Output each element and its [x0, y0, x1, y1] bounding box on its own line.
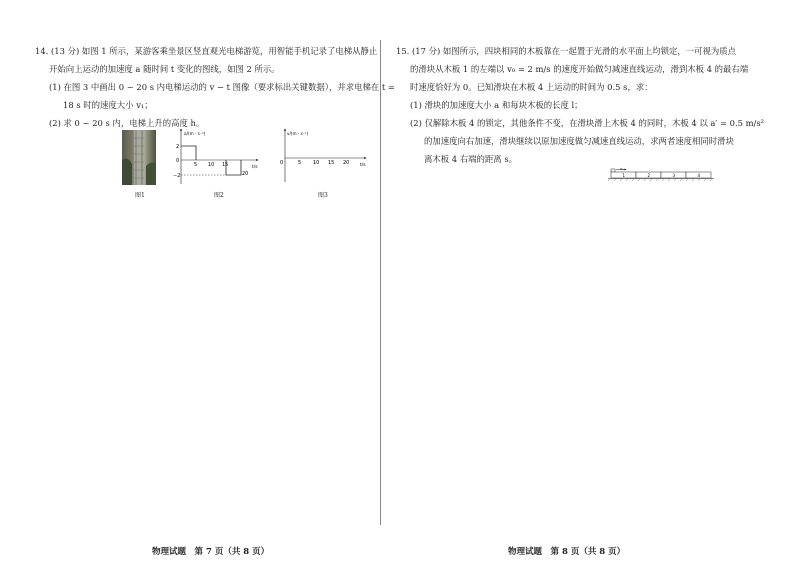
fig2-xtick-10: 10 — [208, 162, 215, 168]
boards-diagram — [606, 166, 716, 186]
fig3-xtick-15: 15 — [328, 160, 335, 166]
q14-line-4: 18 s 时的速度大小 v₁； — [63, 100, 153, 110]
fig2-ytick-neg2: −2 — [173, 173, 181, 179]
board-2-label: 2 — [647, 172, 651, 178]
q15-line-2: 的滑块从木板 1 的左端以 v₀ = 2 m/s 的速度开始做匀减速直线运动，滑到木板 4 的最右端 — [410, 64, 749, 74]
q14-line-2: 开始向上运动的加速度 a 随时间 t 变化的图线，如图 2 所示。 — [49, 64, 280, 74]
fig2-xtick-20: 20 — [242, 171, 249, 177]
fig3-xtick-5: 5 — [298, 160, 302, 166]
board-3-label: 3 — [672, 172, 676, 178]
figure-1-caption: 图1 — [135, 192, 145, 199]
q15-line-4: (1) 滑块的加速度大小 a 和每块木板的长度 l； — [410, 100, 583, 110]
v0-label: v₀ — [620, 167, 624, 171]
board-4-label: 4 — [697, 172, 701, 178]
figure-2-a-t-graph — [172, 126, 262, 186]
fig3-origin: 0 — [280, 160, 284, 166]
q15-line-1: 15. (17 分) 如图所示，四块相同的木板靠在一起置于光滑的水平面上均锁定，一可视为质点 — [396, 46, 736, 56]
figure-3-caption: 图3 — [318, 192, 328, 199]
figure-3-v-t-graph — [274, 126, 370, 186]
question-14 — [35, 42, 395, 132]
page-divider — [380, 40, 381, 525]
q15-line-7: 离木板 4 右端的距离 s。 — [424, 154, 517, 164]
board-1-label: 1 — [622, 172, 626, 178]
fig2-ytick-2: 2 — [176, 144, 180, 150]
fig3-xtick-10: 10 — [313, 160, 320, 166]
q15-line-5: (2) 仅解除木板 4 的锁定，其他条件不变，在滑块滑上木板 4 的同时，木板 4 以 a′ = 0.5 m/s² — [410, 118, 765, 128]
right-page-footer: 物理试题 第 8 页（共 8 页） — [508, 547, 626, 557]
fig2-xtick-5: 5 — [194, 162, 198, 168]
fig2-xlabel: t/s — [252, 165, 258, 170]
fig3-ylabel: v/(m · s⁻¹) — [287, 131, 309, 136]
fig2-xtick-15: 15 — [222, 162, 229, 168]
slider-block — [611, 169, 615, 172]
figure-1-photo — [122, 130, 156, 185]
fig3-xlabel: t/s — [360, 163, 366, 168]
question-15 — [396, 42, 764, 168]
q14-line-1: 14. (13 分) 如图 1 所示，某游客乘坐景区竖直观光电梯游览，用智能手机记录了电梯从静止 — [35, 46, 378, 56]
right-page — [382, 0, 800, 579]
q15-line-3: 时速度恰好为 0。已知滑块在木板 4 上运动的时间为 0.5 s，求： — [410, 82, 653, 92]
left-page — [0, 0, 395, 579]
left-page-footer: 物理试题 第 7 页（共 8 页） — [152, 547, 270, 557]
fig3-xtick-20: 20 — [343, 160, 350, 166]
q15-line-6: 的加速度向右加速，滑块继续以原加速度做匀减速直线运动，求两者速度相同时滑块 — [424, 136, 734, 146]
q14-line-5: (2) 求 0 ~ 20 s 内，电梯上升的高度 h。 — [49, 118, 205, 128]
fig2-ytick-0: 0 — [176, 158, 180, 164]
figure-2-caption: 图2 — [214, 192, 224, 199]
q14-line-3: (1) 在图 3 中画出 0 ~ 20 s 内电梯运动的 v − t 图像（要求标出关键数据），并求电梯在 t = — [49, 82, 395, 92]
fig2-ylabel: a/(m · s⁻²) — [184, 131, 206, 136]
